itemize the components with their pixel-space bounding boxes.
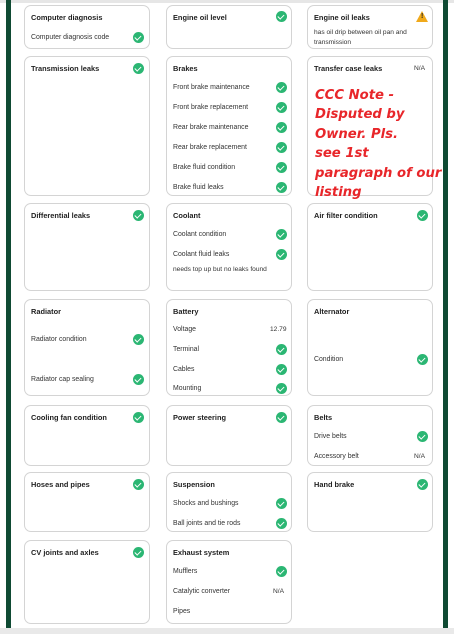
card-title: Suspension — [173, 480, 215, 489]
card-power-steering — [166, 405, 292, 466]
card-suspension — [166, 472, 292, 532]
item-label: Drive belts — [314, 433, 347, 440]
check-icon — [276, 498, 287, 509]
card-alternator — [307, 299, 433, 396]
card-title: Computer diagnosis — [31, 13, 103, 22]
check-icon — [276, 249, 287, 260]
item-label: Condition — [314, 356, 344, 363]
check-icon — [133, 63, 144, 74]
card-title: Battery — [173, 307, 199, 316]
na-value: N/A — [273, 588, 284, 595]
card-coolant — [166, 203, 292, 291]
card-title: Belts — [314, 413, 333, 422]
card-title: Power steering — [173, 413, 226, 422]
voltage-value: 12.79 — [270, 326, 287, 333]
check-icon — [276, 344, 287, 355]
check-icon — [133, 32, 144, 43]
check-icon — [417, 354, 428, 365]
check-icon — [276, 102, 287, 113]
item-label: Cables — [173, 366, 195, 373]
card-title: Engine oil leaks — [314, 13, 370, 22]
card-title: Hoses and pipes — [31, 480, 90, 489]
card-note: has oil drip between oil pan and transmission — [314, 29, 407, 46]
check-icon — [133, 479, 144, 490]
check-icon — [133, 334, 144, 345]
right-border-rail — [443, 0, 448, 634]
card-brakes — [166, 56, 292, 196]
item-label: Pipes — [173, 608, 191, 615]
card-title: Engine oil level — [173, 13, 227, 22]
overlay-note-line: Owner. Pls. — [315, 126, 398, 142]
overlay-note-line: paragraph of our — [315, 165, 442, 181]
check-icon — [417, 210, 428, 221]
card-computer-diagnosis — [24, 5, 150, 49]
na-value: N/A — [414, 65, 425, 72]
card-battery — [166, 299, 292, 396]
check-icon — [276, 142, 287, 153]
card-engine-oil-level — [166, 5, 292, 49]
card-title: Hand brake — [314, 480, 355, 489]
card-hoses-and-pipes — [24, 472, 150, 532]
overlay-note-line: Disputed by — [315, 107, 405, 123]
check-icon — [276, 229, 287, 240]
left-border-rail — [6, 0, 11, 634]
check-icon — [417, 479, 428, 490]
overlay-note — [315, 86, 443, 202]
check-icon — [276, 412, 287, 423]
check-icon — [417, 431, 428, 442]
card-title: Cooling fan condition — [31, 413, 107, 422]
item-label: Front brake maintenance — [173, 84, 250, 91]
item-label: Ball joints and tie rods — [173, 520, 241, 527]
item-label: Mufflers — [173, 568, 198, 575]
card-air-filter-condition — [307, 203, 433, 291]
item-label: Mounting — [173, 385, 202, 392]
item-label: Radiator cap sealing — [31, 376, 94, 383]
check-icon — [133, 412, 144, 423]
na-value: N/A — [414, 453, 425, 460]
check-icon — [276, 364, 287, 375]
item-label: Radiator condition — [31, 336, 87, 343]
card-title: CV joints and axles — [31, 548, 99, 557]
item-label: Brake fluid condition — [173, 164, 236, 171]
bottom-edge — [0, 628, 454, 634]
check-icon — [133, 374, 144, 385]
card-note: needs top up but no leaks found — [173, 266, 267, 273]
card-engine-oil-leaks — [307, 5, 433, 49]
overlay-note-line: see 1st — [315, 146, 369, 162]
check-icon — [276, 122, 287, 133]
check-icon — [276, 162, 287, 173]
card-title: Differential leaks — [31, 211, 91, 220]
check-icon — [276, 11, 287, 22]
card-title: Radiator — [31, 307, 61, 316]
item-label: Brake fluid leaks — [173, 184, 224, 191]
card-hand-brake — [307, 472, 433, 532]
check-icon — [276, 518, 287, 529]
card-title: Alternator — [314, 307, 350, 316]
item-label: Terminal — [173, 346, 200, 353]
item-label: Coolant fluid leaks — [173, 251, 230, 258]
top-edge — [0, 0, 454, 3]
item-label: Voltage — [173, 326, 196, 333]
item-label: Rear brake maintenance — [173, 124, 249, 131]
item-label: Catalytic converter — [173, 588, 231, 595]
overlay-note-line: CCC Note - — [315, 88, 395, 103]
check-icon — [276, 566, 287, 577]
check-icon — [133, 210, 144, 221]
item-label: Shocks and bushings — [173, 500, 239, 507]
card-title: Transmission leaks — [31, 64, 100, 73]
item-label: Coolant condition — [173, 231, 227, 238]
check-icon — [276, 383, 287, 394]
card-title: Exhaust system — [173, 548, 230, 557]
item-label: Accessory belt — [314, 453, 359, 460]
card-title: Coolant — [173, 211, 201, 220]
item-label: Front brake replacement — [173, 104, 249, 111]
check-icon — [276, 82, 287, 93]
check-icon — [133, 547, 144, 558]
card-exhaust-system — [166, 540, 292, 624]
card-cooling-fan-condition — [24, 405, 150, 466]
item-label: Computer diagnosis code — [31, 34, 110, 41]
card-title: Brakes — [173, 64, 198, 73]
card-title: Air filter condition — [314, 211, 378, 220]
card-cv-joints-and-axles — [24, 540, 150, 624]
card-radiator — [24, 299, 150, 396]
card-belts — [307, 405, 433, 466]
overlay-note-line: listing — [315, 185, 362, 201]
item-label: Rear brake replacement — [173, 144, 247, 151]
card-transmission-leaks — [24, 56, 150, 196]
card-title: Transfer case leaks — [314, 64, 383, 73]
warning-icon: ! — [416, 11, 428, 22]
check-icon — [276, 182, 287, 193]
card-differential-leaks — [24, 203, 150, 291]
